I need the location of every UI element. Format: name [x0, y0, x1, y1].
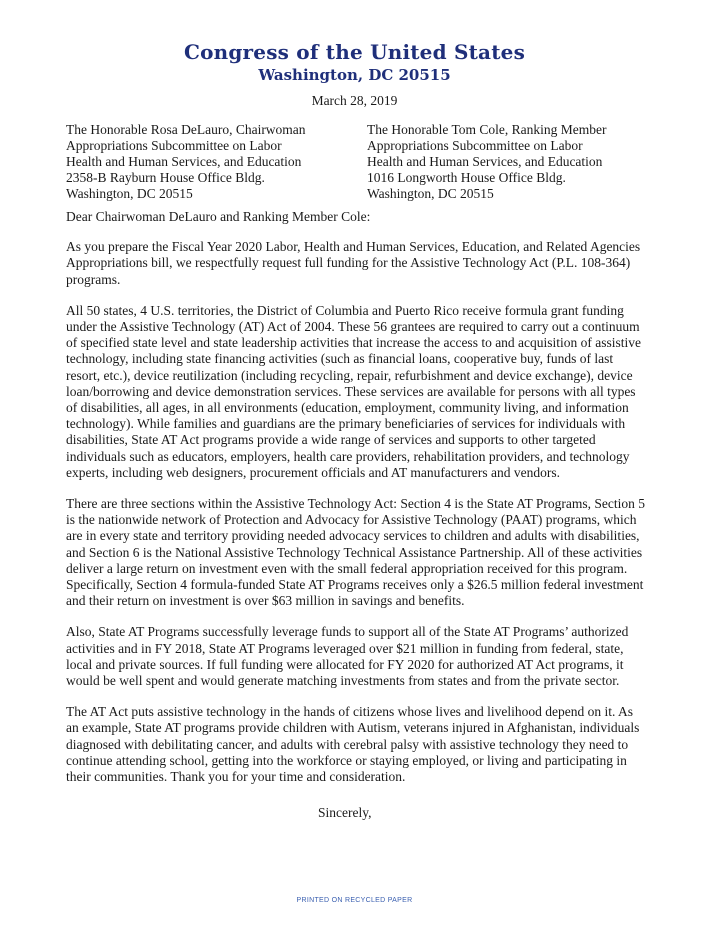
recipient-left-line: Appropriations Subcommittee on Labor [66, 138, 282, 153]
letter-body [66, 209, 648, 800]
recipient-right-line: 1016 Longworth House Office Bldg. [367, 170, 566, 185]
recycled-paper-footer: PRINTED ON RECYCLED PAPER [296, 897, 413, 904]
recipient-block-left [66, 122, 306, 202]
recipient-right-line: The Honorable Tom Cole, Ranking Member [367, 122, 607, 137]
recipient-left-line: Health and Human Services, and Education [66, 154, 302, 169]
recipient-left-line: The Honorable Rosa DeLauro, Chairwoman [66, 122, 306, 137]
letter-date: March 28, 2019 [311, 93, 398, 108]
closing: Sincerely, [318, 805, 372, 820]
recipient-left-line: 2358-B Rayburn House Office Bldg. [66, 170, 265, 185]
body-paragraph: There are three sections within the Assistive Technology Act: Section 4 is the State AT Programs, Section 5 is the nationwide network of Protection and Advocacy for Assistive Technology (PAAT) programs, which are in every state and territory providing needed advocacy services to children and adults with disabilities, and Section 6 is the National Assistive Technology Technical Assistance Partnership. All of these activities deliver a large return on investment even with the small federal appropriation received for this program. Specifically, Section 4 formula-funded State AT Programs receives only a $26.5 million federal investment and their return on investment is over $63 million in savings and benefits. [66, 496, 645, 609]
body-paragraph: All 50 states, 4 U.S. territories, the District of Columbia and Puerto Rico receive formula grant funding under the Assistive Technology (AT) Act of 2004. These 56 grantees are required to carry out a continuum of specified state level and state leadership activities that increase the access to and acquisition of assistive technology, including state financing activities (such as financial loans, cooperative buy, funds of last resort, etc.), device reutilization (including recycling, repair, refurbishment and device exchange), device loan/borrowing and device demonstration services. These services are available for persons with all types of disabilities, all ages, in all environments (education, employment, community living, and information technology). While families and guardians are the primary beneficiaries of services for individuals with disabilities, State AT Act programs provide a wide range of services and supports to other targeted individuals such as educators, employers, health care providers, rehabilitation providers, and technology experts, including web designers, procurement officials and AT manufacturers and vendors. [66, 302, 642, 480]
recipient-right-line: Health and Human Services, and Education [367, 154, 603, 169]
salutation: Dear Chairwoman DeLauro and Ranking Member Cole: [66, 209, 371, 224]
letterhead-title: Congress of the United States [183, 40, 526, 64]
recipient-block-right [367, 122, 607, 202]
recipient-right-line: Appropriations Subcommittee on Labor [367, 138, 583, 153]
recipient-left-line: Washington, DC 20515 [66, 186, 193, 201]
body-paragraph: As you prepare the Fiscal Year 2020 Labor, Health and Human Services, Education, and Related Agencies Appropriations bill, we respectfully request full funding for the Assistive Technology Act (P.L. 108-364) programs. [66, 239, 641, 287]
letterhead-city: Washington, DC 20515 [258, 66, 451, 84]
recipient-right-line: Washington, DC 20515 [367, 186, 494, 201]
body-paragraph: The AT Act puts assistive technology in the hands of citizens whose lives and livelihood depend on it. As an example, State AT programs provide children with Autism, veterans injured in Afghanistan, individuals diagnosed with debilitating cancer, and adults with cerebral palsy with assistive technology they need to continue attending school, getting into the workforce or staying employed, or living and participating in their communities. Thank you for your time and consideration. [66, 704, 640, 785]
body-paragraph: Also, State AT Programs successfully leverage funds to support all of the State AT Programs’ authorized activities and in FY 2018, State AT Programs leveraged over $21 million in funding from federal, state, local and private sources. If full funding were allocated for FY 2020 for authorized AT Act programs, it would be well spent and would generate matching investments from states and from the private sector. [66, 624, 629, 689]
